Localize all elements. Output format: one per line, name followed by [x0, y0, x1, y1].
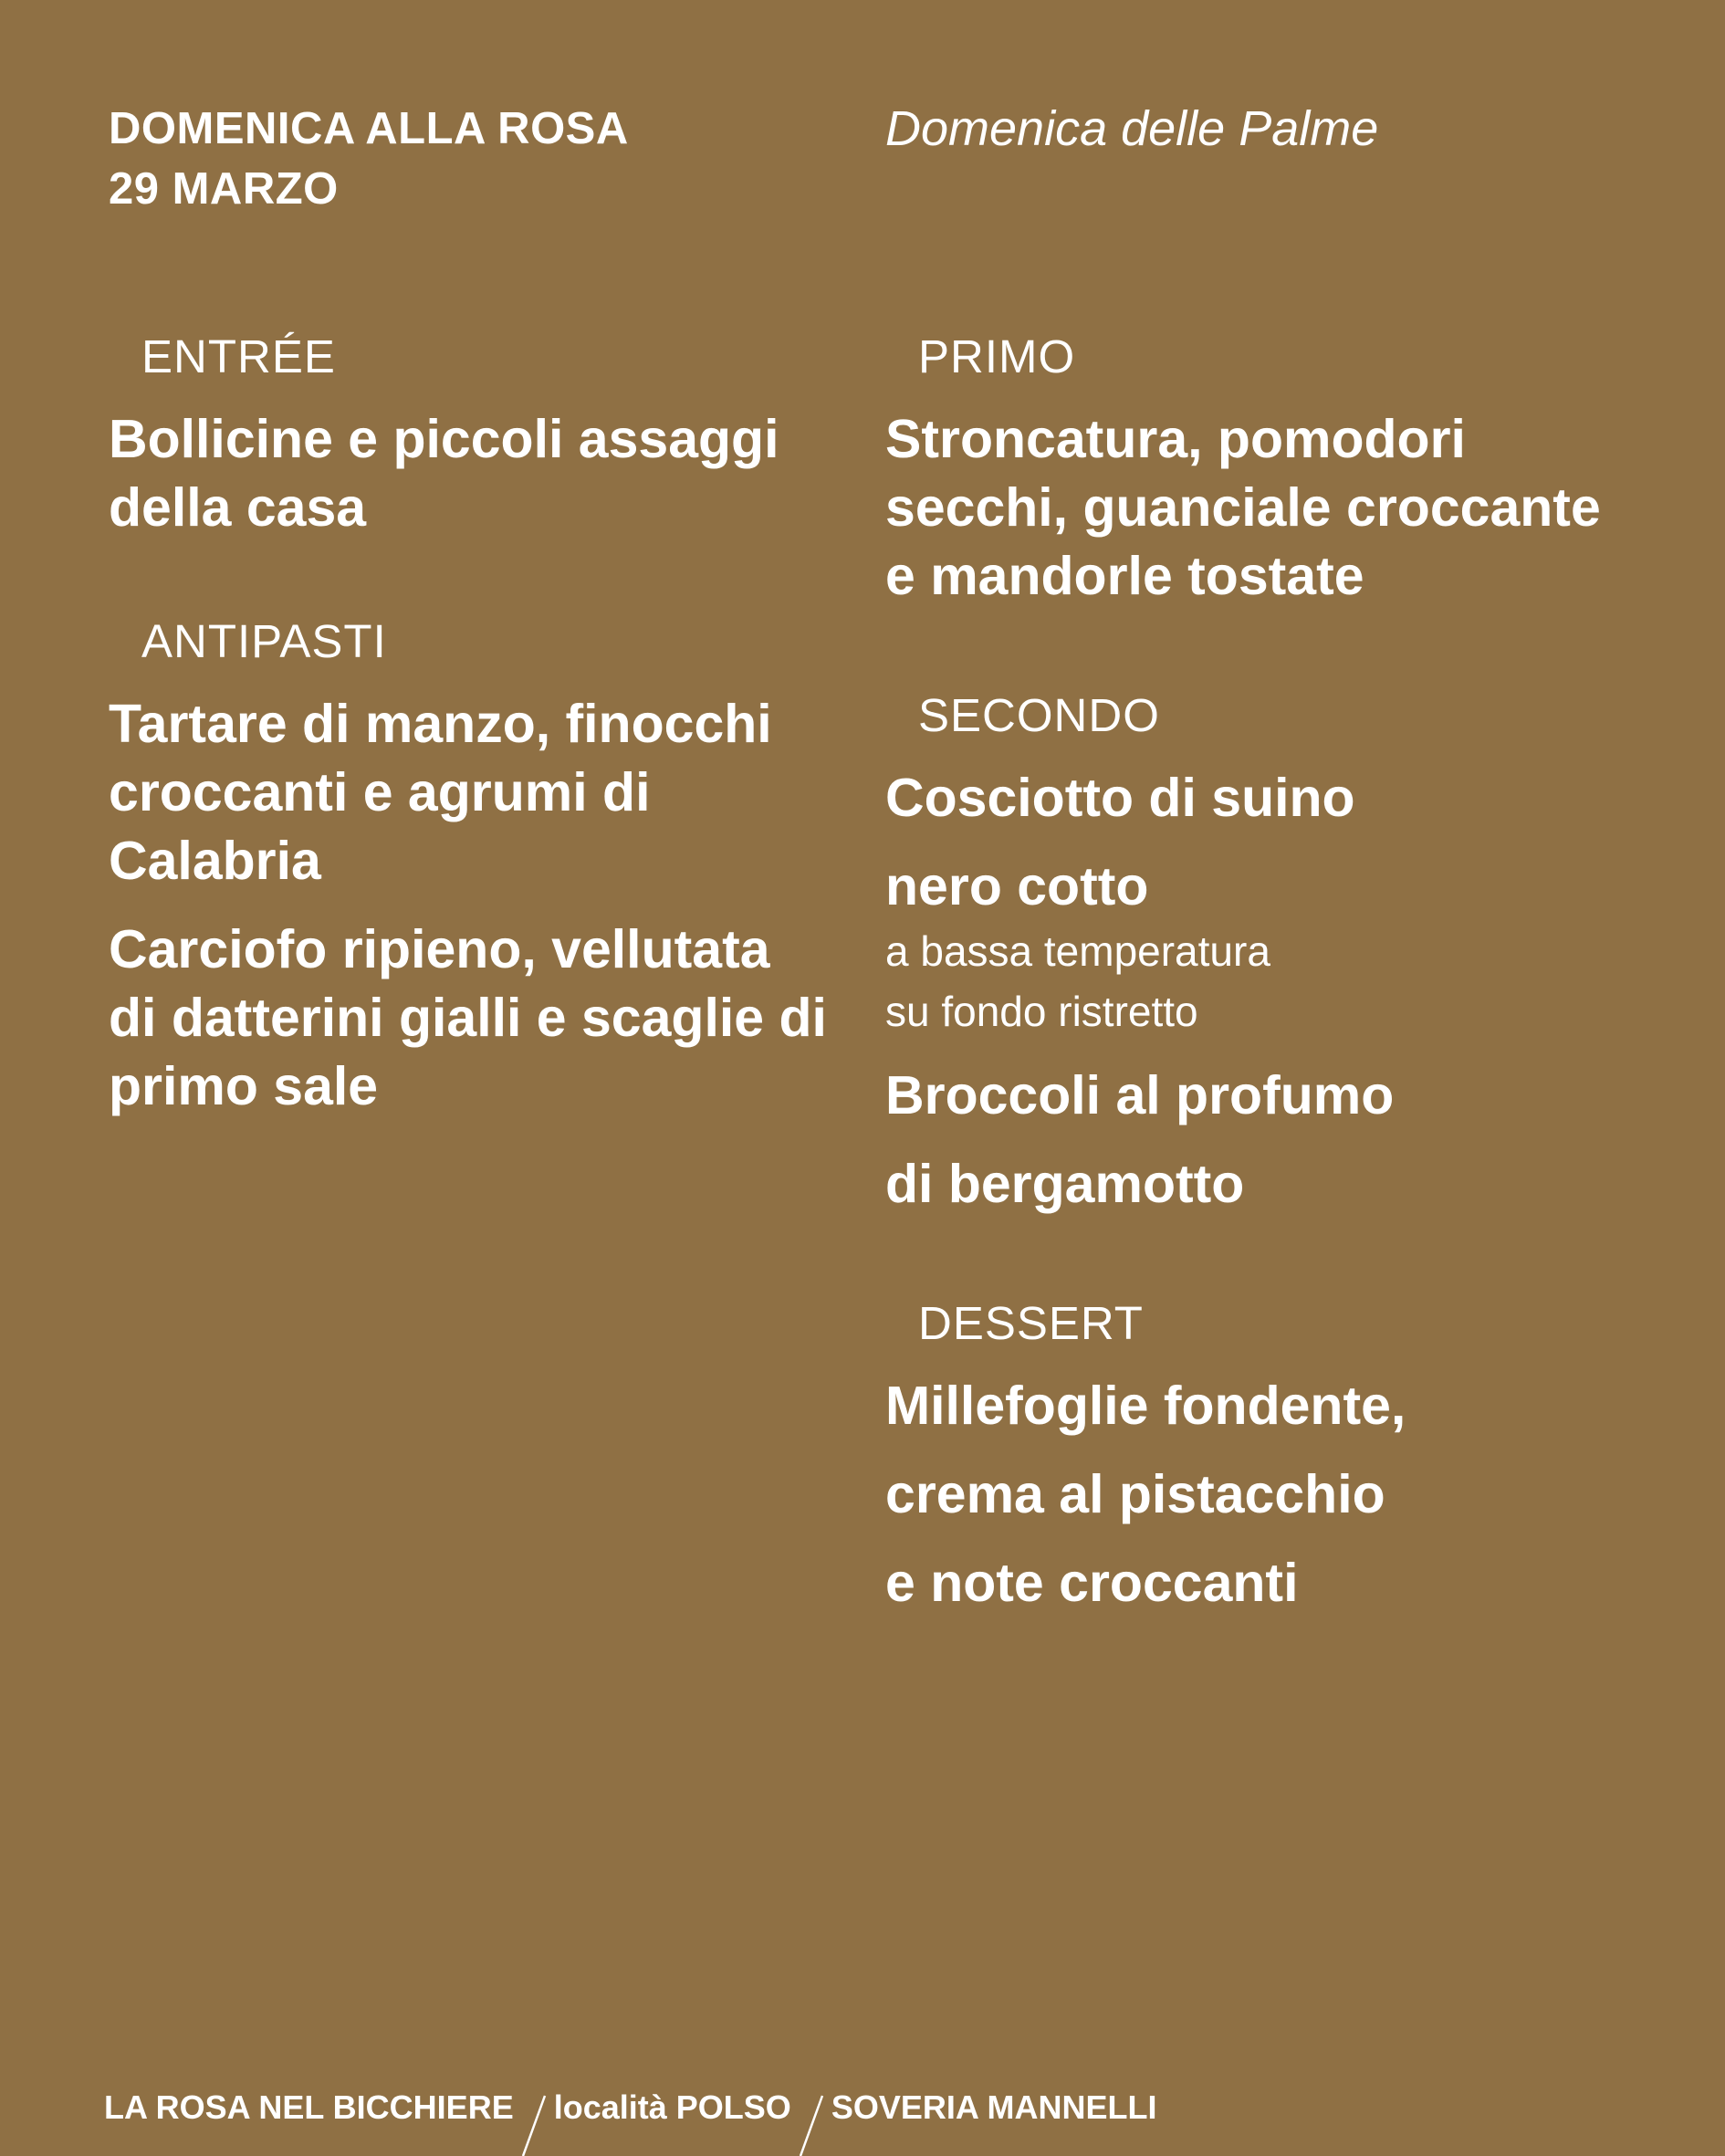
slash-separator — [518, 2088, 550, 2156]
menu-right-column — [885, 329, 1652, 1694]
location-prefix: località — [553, 2088, 667, 2126]
location-name: POLSO — [675, 2088, 791, 2126]
dish-line: crema al pistacchio — [885, 1464, 1385, 1524]
footer — [104, 2088, 1157, 2156]
course-heading: ANTIPASTI — [141, 615, 387, 667]
location — [554, 2088, 791, 2127]
section-entree — [109, 329, 875, 542]
slash-separator — [795, 2088, 828, 2156]
dish-line: e note croccanti — [885, 1553, 1299, 1613]
dish-line: nero cotto — [885, 856, 1149, 916]
course-heading: ENTRÉE — [141, 330, 336, 382]
course-heading: SECONDO — [918, 689, 1160, 741]
dish: Stroncatura, pomodori secchi, guanciale croccante e mandorle tostate — [885, 409, 1601, 606]
occasion-title: Domenica delle Palme — [885, 101, 1379, 156]
dish-line: Broccoli al profumo — [885, 1065, 1395, 1125]
dish: Carciofo ripieno, vellutata di datterini gialli e scaglie di primo sale — [109, 919, 827, 1116]
dish-note: su fondo ristretto — [885, 988, 1198, 1035]
dish — [885, 764, 1652, 1041]
dish: Bollicine e piccoli assaggi della casa — [109, 409, 779, 538]
menu-left-column — [109, 329, 875, 1192]
dish-line: Cosciotto di suino — [885, 768, 1355, 828]
section-primo — [885, 329, 1652, 611]
dish — [885, 1062, 1652, 1219]
menu-date: 29 MARZO — [109, 164, 339, 214]
dish-line: di bergamotto — [885, 1154, 1245, 1214]
course-heading: DESSERT — [918, 1297, 1144, 1349]
dish: Tartare di manzo, finocchi croccanti e agrumi di Calabria — [109, 694, 772, 891]
menu-title: DOMENICA ALLA ROSA — [109, 104, 629, 153]
town-name: SOVERIA MANNELLI — [831, 2088, 1157, 2126]
dish-note: a bassa temperatura — [885, 927, 1270, 975]
menu-header — [109, 99, 629, 219]
section-antipasti — [109, 613, 875, 1121]
section-dessert — [885, 1295, 1652, 1617]
course-heading: PRIMO — [918, 330, 1076, 382]
restaurant-name: LA ROSA NEL BICCHIERE — [104, 2088, 514, 2126]
dish-line: Millefoglie fondente, — [885, 1376, 1406, 1436]
section-secondo — [885, 687, 1652, 1219]
